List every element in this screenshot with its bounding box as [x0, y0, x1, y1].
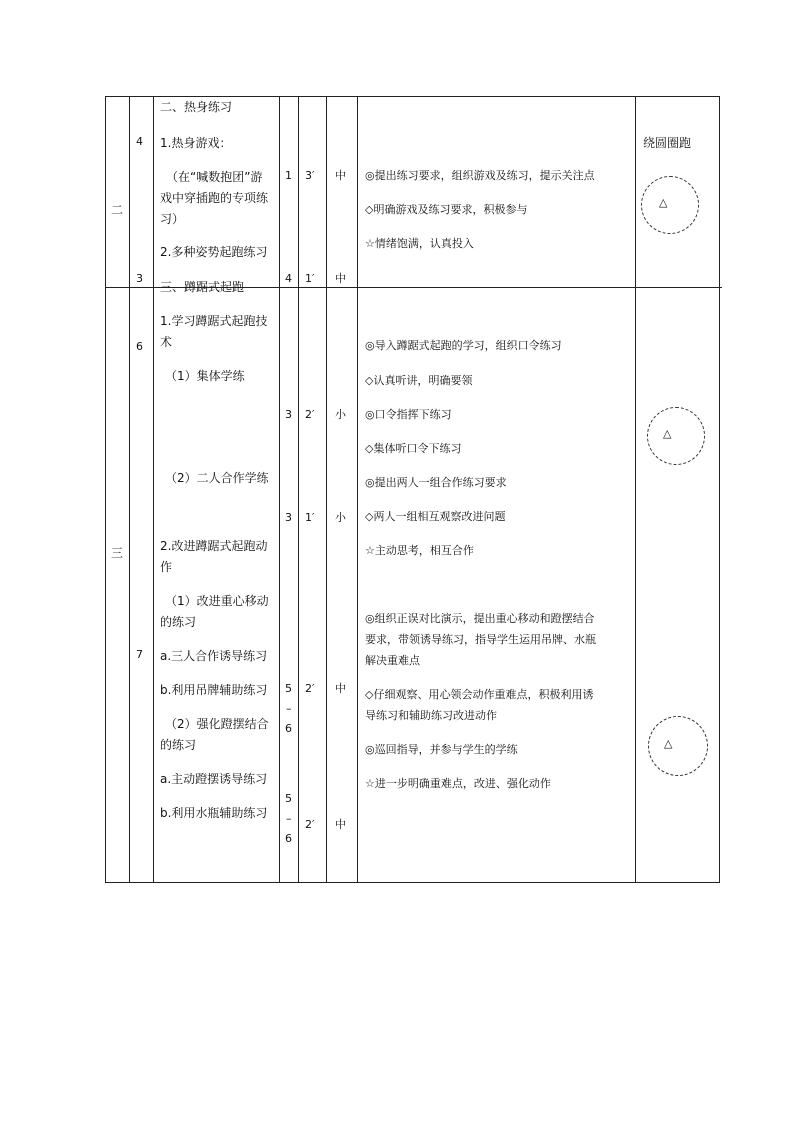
time-count: 6: [285, 832, 292, 845]
method-line: ◇认真听讲，明确要领: [365, 374, 473, 387]
intensity: 中: [335, 818, 346, 831]
time-count: –: [286, 812, 292, 825]
table-col-line: [357, 96, 358, 883]
time-count: 3: [285, 408, 292, 421]
formation-circle: [648, 716, 708, 776]
intensity: 中: [335, 169, 346, 182]
content-line: 的练习: [160, 615, 197, 629]
method-line: ◎组织正误对比演示，提出重心移动和蹬摆结合: [365, 612, 595, 625]
intensity: 中: [335, 682, 346, 695]
table-col-line: [719, 96, 720, 883]
table-col-line: [298, 96, 299, 883]
content-line: 1.热身游戏：: [160, 136, 232, 150]
method-line: ◎口令指挥下练习: [365, 408, 452, 421]
content-line: a.主动蹬摆诱导练习: [160, 772, 268, 786]
method-line: ◎提出练习要求，组织游戏及练习，提示关注点: [365, 169, 595, 182]
intensity: 中: [335, 272, 346, 285]
method-line: ◇仔细观察、用心领会动作重难点，积极利用诱: [365, 688, 594, 701]
row-number: 4: [136, 135, 143, 148]
triangle-icon: △: [663, 427, 672, 440]
row-number: 3: [136, 272, 143, 285]
method-line: ☆进一步明确重难点，改进、强化动作: [365, 777, 551, 790]
content-line: b.利用水瓶辅助练习: [160, 806, 268, 820]
table-col-line: [129, 96, 130, 883]
method-line: ◇两人一组相互观察改进问题: [365, 510, 506, 523]
table-border-top: [105, 96, 720, 97]
table-col-line: [326, 96, 327, 883]
method-line: ◇明确游戏及练习要求，积极参与: [365, 203, 528, 216]
method-line: ◎导入蹲踞式起跑的学习，组织口令练习: [365, 339, 562, 352]
content-line: 二、热身练习: [160, 100, 233, 114]
content-line: 戏中穿插跑的专项练: [160, 191, 269, 205]
content-line: b.利用吊牌辅助练习: [160, 683, 268, 697]
method-line: ☆情绪饱满，认真投入: [365, 237, 474, 250]
time-count: 6: [285, 722, 292, 735]
table-col-line: [105, 96, 106, 883]
row-number: 6: [136, 340, 143, 353]
content-line: （2）强化蹬摆结合: [165, 717, 269, 731]
method-line: ☆主动思考，相互合作: [365, 544, 474, 557]
content-line: （在“喊数抱团”游: [166, 170, 263, 184]
content-line: 作: [160, 560, 173, 574]
duration: 1′: [305, 272, 315, 285]
formation-circle: [647, 407, 705, 465]
content-line: 术: [160, 335, 173, 349]
method-line: 导练习和辅助练习改进动作: [365, 709, 497, 722]
triangle-icon: △: [659, 196, 668, 209]
content-line: （1）改进重心移动: [165, 594, 269, 608]
intensity: 小: [335, 408, 346, 421]
method-line: ◇集体听口令下练习: [365, 442, 462, 455]
method-line: 要求，带领诱导练习，指导学生运用吊牌、水瓶: [365, 633, 596, 646]
content-line: 2.改进蹲踞式起跑动: [160, 539, 268, 553]
time-count: –: [286, 702, 292, 715]
method-line: 解决重难点: [365, 654, 420, 667]
method-line: ◎提出两人一组合作练习要求: [365, 476, 507, 489]
duration: 2′: [305, 818, 315, 831]
content-line: 1.学习蹲踞式起跑技: [160, 314, 268, 328]
method-line: ◎巡回指导，并参与学生的学练: [365, 743, 518, 756]
formation-circle: [641, 176, 699, 234]
time-count: 1: [285, 169, 292, 182]
stage-label: 三: [111, 546, 124, 560]
intensity: 小: [335, 511, 346, 524]
content-line: a.三人合作诱导练习: [160, 649, 268, 663]
formation-label: 绕圆圈跑: [643, 136, 692, 150]
duration: 2′: [305, 682, 315, 695]
time-count: 5: [285, 682, 292, 695]
time-count: 3: [285, 511, 292, 524]
time-count: 4: [285, 272, 292, 285]
content-line: （1）集体学练: [165, 369, 245, 383]
stage-label: 二: [111, 203, 124, 217]
content-line: 2.多种姿势起跑练习: [160, 245, 268, 259]
triangle-icon: △: [664, 737, 673, 750]
table-col-line: [635, 96, 636, 883]
table-col-line: [279, 96, 280, 883]
table-border-bottom: [105, 882, 720, 883]
table-col-line: [153, 96, 154, 883]
duration: 1′: [305, 511, 315, 524]
row-number: 7: [136, 648, 143, 661]
content-line: 的练习: [160, 738, 197, 752]
content-line: 三、蹲踞式起跑: [160, 280, 245, 294]
time-count: 5: [285, 792, 292, 805]
content-line: （2）二人合作学练: [165, 471, 269, 485]
content-line: 习）: [160, 212, 185, 226]
duration: 2′: [305, 408, 315, 421]
duration: 3′: [305, 169, 315, 182]
